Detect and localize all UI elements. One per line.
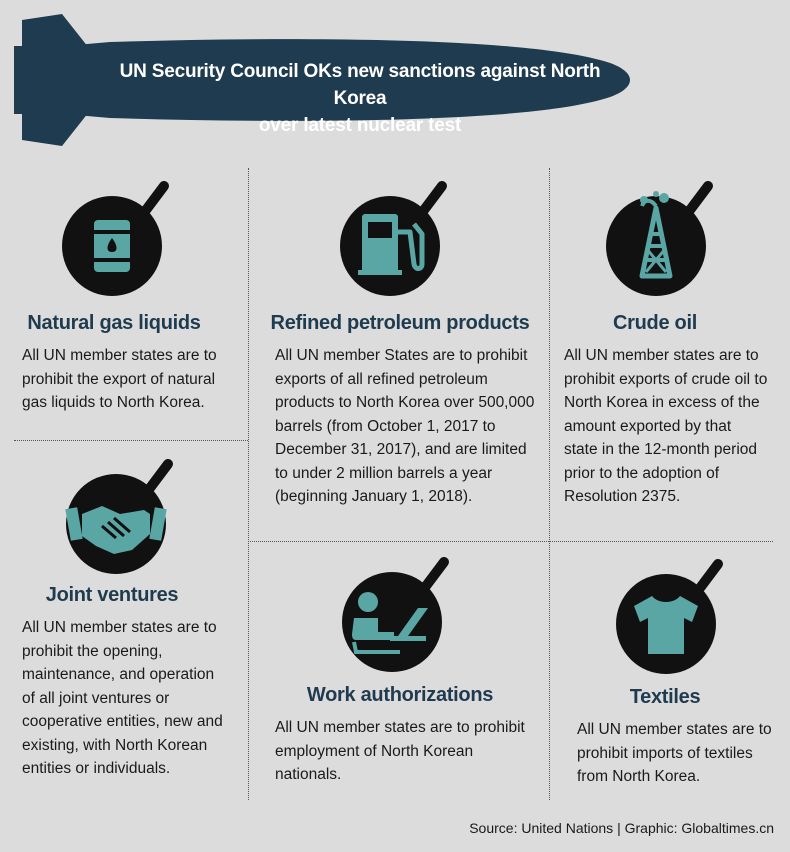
- section-text-refined-petroleum-products: [275, 344, 547, 509]
- fuel-pump-icon: [318, 172, 478, 302]
- section-title-crude-oil: Crude oil: [613, 312, 697, 334]
- text-line: All UN member states are to: [577, 721, 772, 738]
- text-line: All UN member states are to: [22, 347, 217, 364]
- section-title-work-authorizations: Work authorizations: [306, 684, 494, 706]
- oil-derrick-icon: [584, 172, 744, 302]
- text-line: barrels (from October 1, 2017 to: [275, 417, 496, 435]
- section-text-work-authorizations: [275, 716, 547, 787]
- source-credit: Source: United Nations | Graphic: Globaltimes.cn: [469, 820, 774, 836]
- text-line: All UN member states are to: [564, 347, 759, 364]
- page-title-line-1: UN Security Council OKs new sanctions against North Korea: [119, 61, 601, 109]
- page-title: [100, 58, 620, 139]
- text-line: All UN member States are to prohibit: [275, 347, 528, 364]
- handshake-icon: [44, 450, 204, 580]
- section-text-crude-oil: [564, 344, 784, 509]
- text-line: Resolution 2375.: [564, 488, 681, 505]
- section-title-textiles: Textiles: [629, 686, 701, 708]
- text-line: state in the 12-month period: [564, 441, 758, 458]
- text-line: (beginning January 1, 2018).: [275, 488, 473, 505]
- text-line: prohibit the opening,: [22, 642, 163, 660]
- section-text-natural-gas-liquids: [22, 344, 247, 415]
- text-line: of all joint ventures or: [22, 689, 170, 707]
- text-line: December 31, 2017), and are limited: [275, 441, 527, 458]
- text-line: prohibit exports of crude oil to: [564, 370, 768, 388]
- divider-vertical-left: [248, 168, 249, 800]
- section-title-joint-ventures: Joint ventures: [45, 584, 179, 606]
- divider-horizontal-right: [248, 541, 773, 542]
- text-line: exports of all refined petroleum: [275, 370, 488, 388]
- text-line: prior to the adoption of: [564, 464, 720, 482]
- page-title-line-2: over latest nuclear test: [258, 115, 462, 136]
- divider-horizontal-left: [14, 440, 248, 441]
- section-title-refined-petroleum-products: Refined petroleum products: [270, 312, 530, 334]
- section-text-joint-ventures: [22, 616, 247, 781]
- text-line: products to North Korea over 500,000: [275, 394, 535, 411]
- text-line: All UN member states are to: [22, 619, 217, 636]
- text-line: prohibit the export of natural: [22, 370, 216, 388]
- text-line: All UN member states are to prohibit: [275, 719, 525, 736]
- text-line: to under 2 million barrels a year: [275, 464, 493, 482]
- text-line: employment of North Korean: [275, 742, 474, 760]
- text-line: entities or individuals.: [22, 760, 171, 777]
- section-title-natural-gas-liquids: Natural gas liquids: [27, 312, 201, 334]
- text-line: from North Korea.: [577, 768, 701, 785]
- text-line: nationals.: [275, 766, 342, 783]
- text-line: amount exported by that: [564, 417, 732, 435]
- text-line: existing, with North Korean: [22, 736, 208, 754]
- text-line: prohibit imports of textiles: [577, 744, 753, 762]
- oil-barrel-icon: [40, 172, 200, 302]
- text-line: maintenance, and operation: [22, 666, 215, 683]
- tshirt-icon: [594, 550, 754, 680]
- text-line: cooperative entities, new and: [22, 713, 223, 730]
- section-text-textiles: [577, 718, 787, 789]
- worker-laptop-icon: [320, 548, 480, 678]
- text-line: North Korea in excess of the: [564, 394, 760, 411]
- text-line: gas liquids to North Korea.: [22, 394, 205, 411]
